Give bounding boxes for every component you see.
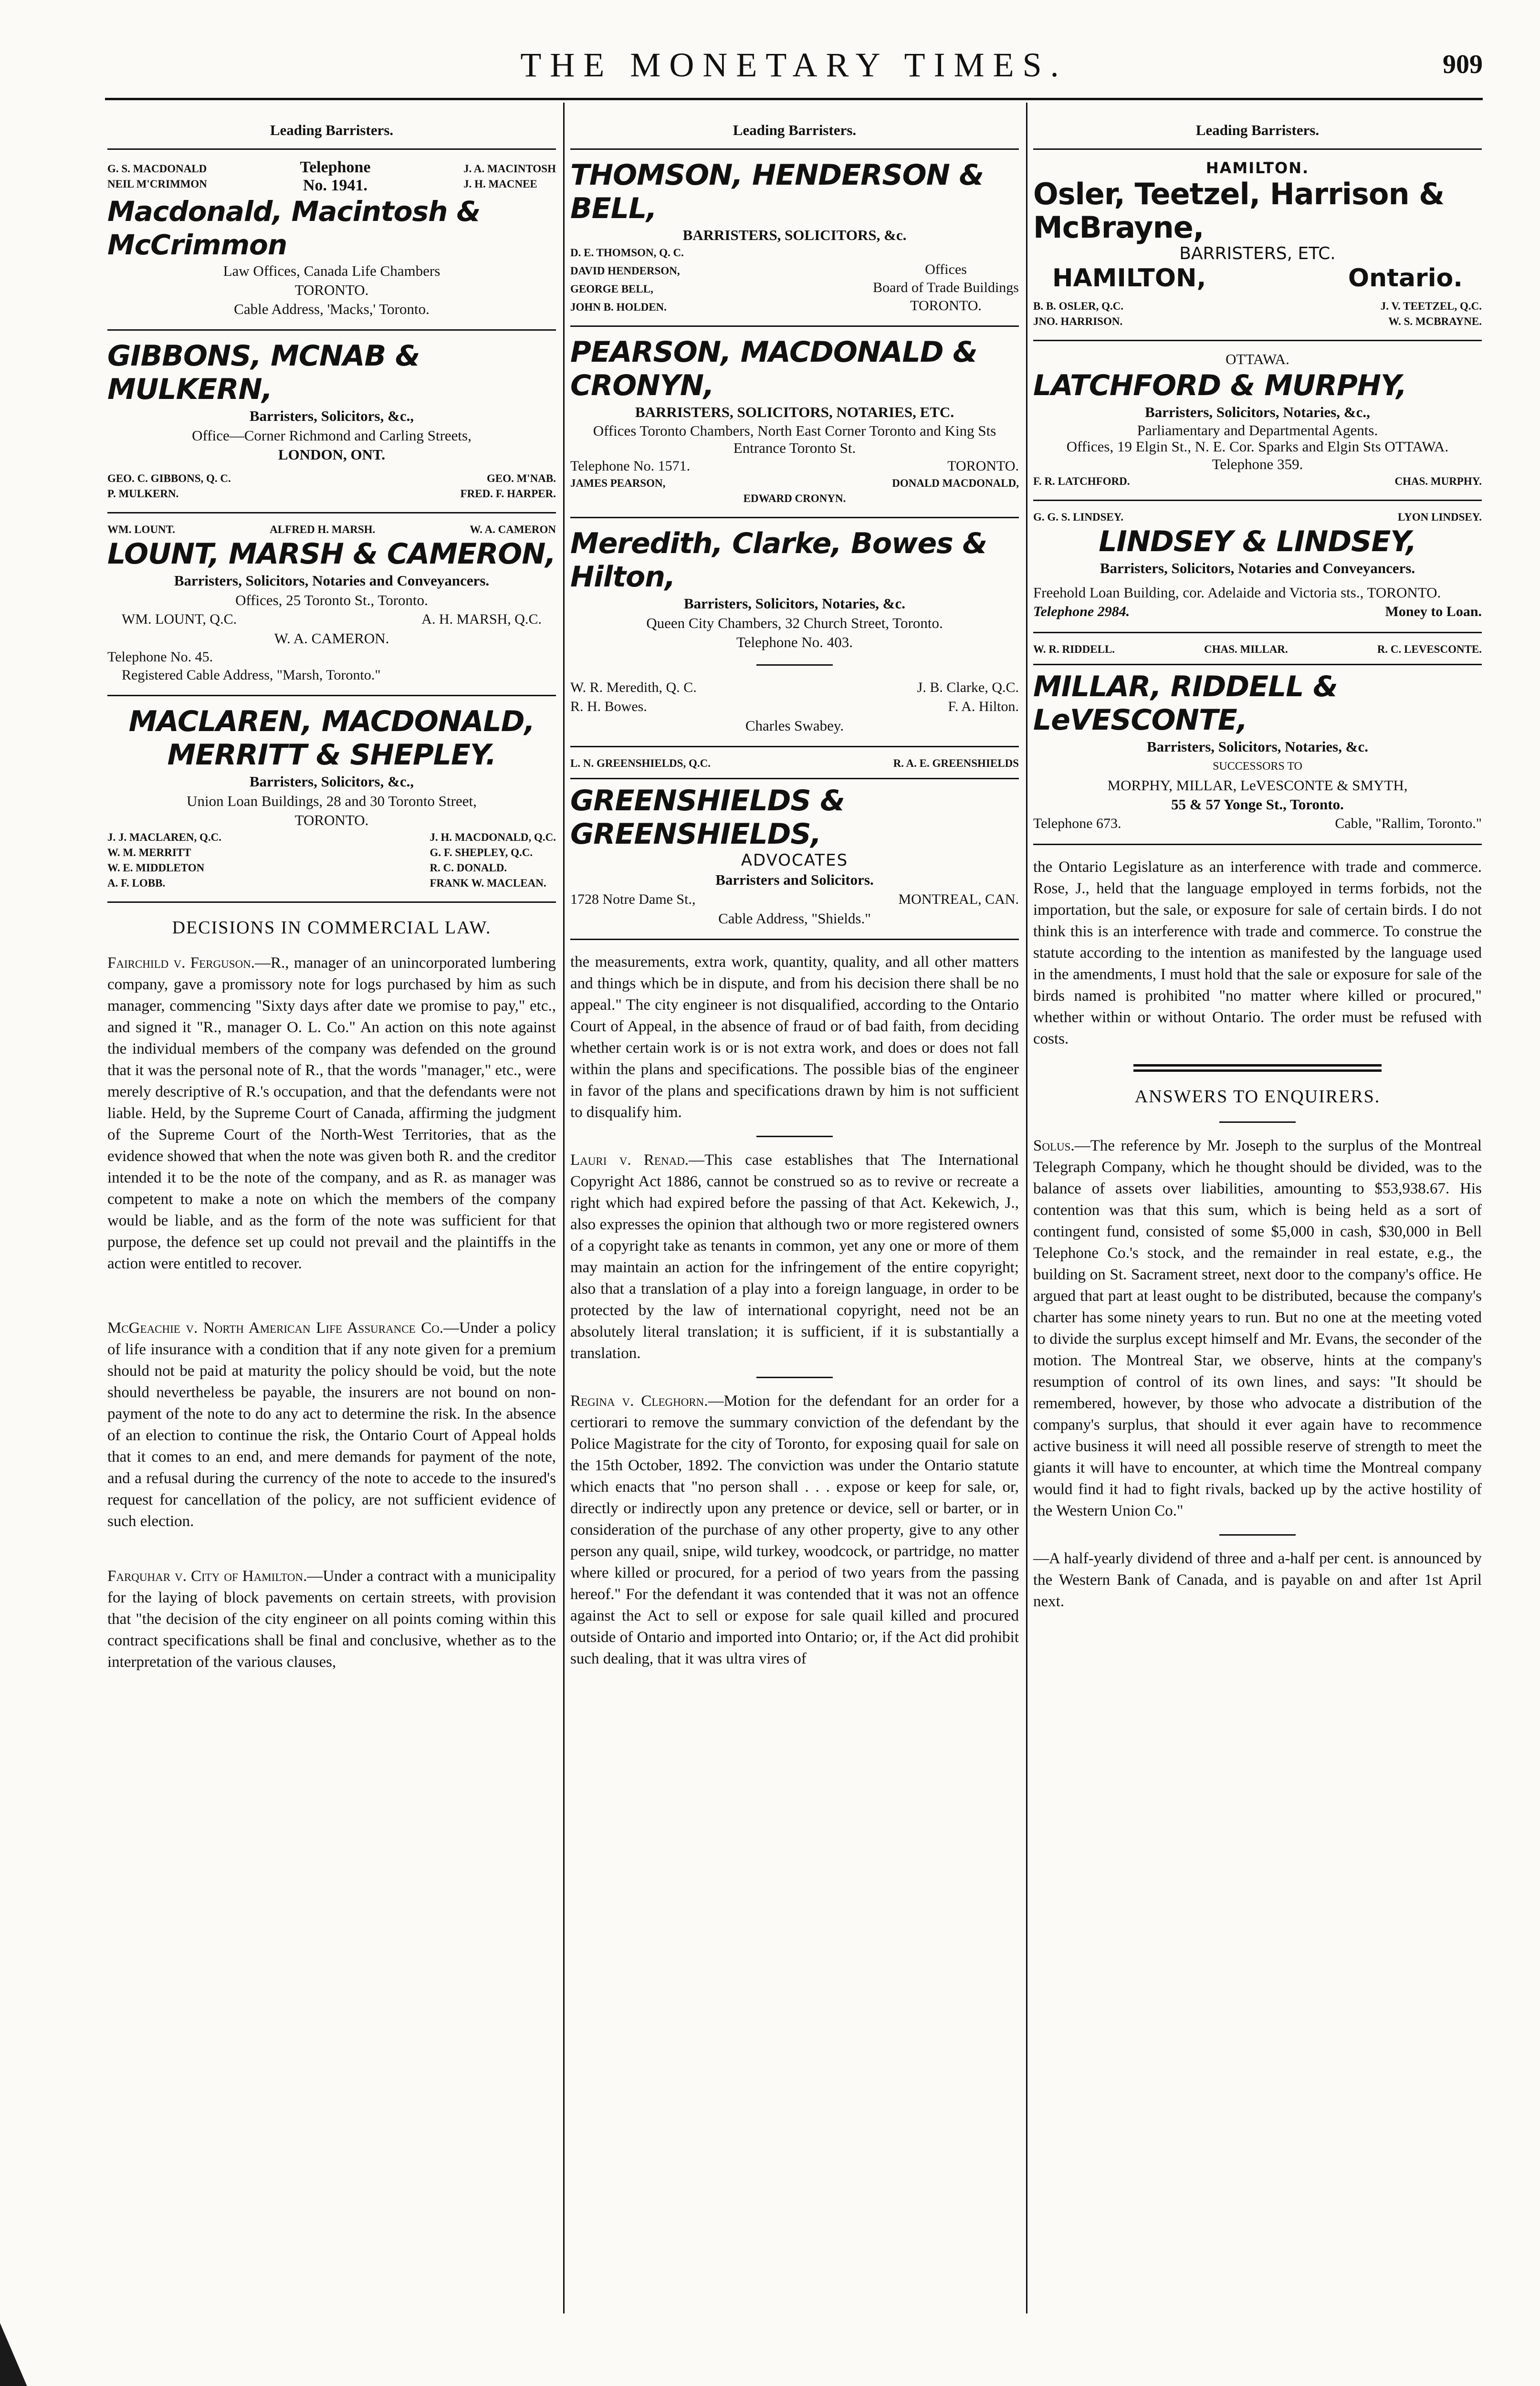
firm-profession: Barristers, Solicitors, Notaries and Conveyancers.	[174, 572, 490, 589]
partner-name: J. A. MACINTOSH	[463, 163, 556, 175]
firm-profession: Barristers, Solicitors, Notaries, &c.	[1146, 738, 1368, 755]
partner-name: G. G. S. LINDSEY.	[1033, 511, 1123, 523]
city: TORONTO.	[294, 282, 369, 298]
partner-names	[107, 161, 207, 192]
divider	[1219, 1534, 1296, 1536]
telephone-row	[1033, 602, 1482, 621]
partner-names	[107, 830, 221, 891]
partner-name: W. A. CAMERON	[470, 523, 556, 535]
office-address: Offices Toronto Chambers, North East Corner Toronto and King Sts Entrance Toronto St.	[593, 422, 996, 456]
partner-names	[1033, 510, 1482, 525]
partner-name: CHAS. MILLAR.	[1204, 643, 1288, 655]
partner-name: B. B. OSLER, Q.C.	[1033, 300, 1124, 312]
firm-name: MILLAR, RIDDELL & LeVESCONTE,	[1033, 670, 1338, 737]
partner-name: A. H. MARSH, Q.C.	[421, 611, 542, 627]
firm-profession: ADVOCATES	[741, 851, 849, 870]
partner-name: ALFRED H. MARSH.	[270, 523, 376, 535]
cable-address: Cable, "Rallim, Toronto."	[1335, 816, 1482, 831]
partner-name: G. F. SHEPLEY, Q.C.	[430, 847, 533, 858]
firm-card	[1033, 150, 1482, 341]
section-heading: Leading Barristers.	[107, 105, 556, 150]
partner-name: NEIL M'CRIMMON	[107, 178, 207, 190]
successors-label: SUCCESSORS TO	[1213, 760, 1302, 773]
paragraph-text: the measurements, extra work, quantity, quality, and all other matters and things which be in dispute, and from his decision there shall be no appeal." The city engineer is not disqualified, according to the Ontario Court of Appeal, in the absence of fraud or of bad faith, from deciding whether certain work is or is not extra work, and does or does not fall within the plans and specifications. The possible bias of the engineer in favor of the plans and specifications drawn by him is not sufficient to disqualify him.	[570, 953, 1019, 1121]
office-address: 1728 Notre Dame St.,	[570, 891, 696, 907]
telephone-block	[300, 158, 371, 195]
money-to-loan: Money to Loan.	[1385, 604, 1482, 619]
firm-name: LATCHFORD & MURPHY,	[1033, 369, 1407, 402]
partner-name: W. S. MCBRAYNE.	[1388, 315, 1482, 327]
divider	[756, 1377, 833, 1378]
partner-name: W. R. Meredith, Q. C.	[570, 680, 697, 695]
masthead	[105, 45, 1483, 91]
partner-name: WM. LOUNT, Q.C.	[122, 611, 237, 627]
partner-name: L. N. GREENSHIELDS, Q.C.	[570, 757, 711, 769]
case-name: Fairchild v. Ferguson.	[107, 954, 255, 972]
telephone-number: No. 1941.	[303, 177, 368, 194]
case-name: Farquhar v. City of Hamilton.	[107, 1568, 307, 1585]
partner-names	[1033, 314, 1482, 329]
firm-profession: BARRISTERS, SOLICITORS, NOTARIES, ETC.	[635, 404, 954, 420]
partner-name: FRANK W. MACLEAN.	[430, 877, 546, 889]
address-row	[570, 890, 1019, 909]
partner-name: D. E. THOMSON, Q. C.	[570, 247, 684, 259]
office-address: Queen City Chambers, 32 Church Street, Toronto.	[646, 615, 943, 631]
firm-card	[570, 327, 1019, 518]
article-paragraph	[1033, 1135, 1482, 1522]
telephone: Telephone No. 403.	[736, 634, 853, 650]
partner-name: F. A. Hilton.	[948, 699, 1019, 714]
article-paragraph	[107, 1566, 556, 1673]
office-address: Board of Trade Buildings	[873, 280, 1019, 295]
firm-name: Meredith, Clarke, Bowes & Hilton,	[570, 527, 987, 594]
article-paragraph	[570, 952, 1019, 1123]
firm-profession: Barristers, Solicitors, Notaries and Conveyancers.	[1100, 560, 1415, 576]
divider	[1219, 1121, 1296, 1123]
partner-name: LYON LINDSEY.	[1398, 511, 1482, 523]
column-3	[1033, 105, 1482, 1612]
city: TORONTO.	[947, 458, 1019, 474]
office-label: Offices	[925, 262, 967, 277]
office-address: Office—Corner Richmond and Carling Streets,	[192, 427, 471, 444]
page-number: 909	[1443, 50, 1483, 79]
city: LONDON, ONT.	[278, 446, 386, 463]
firm-card	[107, 331, 556, 513]
paragraph-text: —Motion for the defendant for an order for a certiorari to remove the summary conviction of the defendant by the Police Magistrate for the city of Toronto, for exposing quail for sale on the 15th October, 1892. The conviction was under the Ontario statute which enacts that "no person shall . . . expose or keep for sale, or, directly or indirectly upon any pretence or device, sell or barter, or in consideration of the purchase of any other property, give to any other person any quail, snipe, wild turkey, woodcock, or partridge, no matter where killed or procured, for a period of two years from the passing hereof." For the defendant it was contended that it was not an offence against the Act to sell or expose for sale quail killed and procured outside of Ontario and imported into Ontario; or, if the Act did prohibit such dealing, that it was ultra vires of	[570, 1392, 1019, 1667]
partner-name: R. A. E. GREENSHIELDS	[893, 757, 1019, 769]
city: HAMILTON,	[1052, 264, 1206, 293]
partner-name: GEO. C. GIBBONS, Q. C.	[107, 472, 231, 484]
column-rule	[563, 103, 565, 2313]
partner-names	[430, 830, 556, 891]
partner-names	[107, 522, 556, 537]
firm-card	[107, 696, 556, 903]
partner-name: F. R. LATCHFORD.	[1033, 475, 1130, 487]
partner-name: A. F. LOBB.	[107, 877, 166, 889]
city: MONTREAL, CAN.	[898, 891, 1019, 907]
partner-names	[107, 486, 556, 502]
partner-name: W. M. MERRITT	[107, 847, 191, 858]
case-name: Solus.	[1033, 1137, 1075, 1154]
article-paragraph	[570, 1391, 1019, 1670]
case-name: McGeachie v. North American Life Assurance Co.	[107, 1319, 444, 1337]
partner-name: J. H. MACNEE	[463, 178, 537, 190]
article-paragraph	[570, 1150, 1019, 1364]
partner-name: P. MULKERN.	[107, 488, 179, 500]
office-address: Union Loan Buildings, 28 and 30 Toronto Street,	[187, 793, 477, 809]
firm-name: LINDSEY & LINDSEY,	[1099, 525, 1416, 558]
partner-name: DONALD MACDONALD,	[892, 477, 1019, 489]
partner-name: JOHN B. HOLDEN.	[570, 301, 667, 313]
paragraph-text: the Ontario Legislature as an interference with trade and commerce. Rose, J., held that the language employed in terms forbids, not the importation, but the sale, or exposure for sale of certain birds. I do not think this is an interference with trade and commerce. To construe the statute according to the intention as manifested by the language used in the amendments, I must hold that the sale or exposure for sale of the birds named is prohibited "no matter where killed or procured," whether within or without Ontario. The order must be refused with costs.	[1033, 858, 1482, 1047]
firm-name: THOMSON, HENDERSON & BELL,	[570, 158, 984, 225]
firm-profession: BARRISTERS, SOLICITORS, &c.	[682, 227, 907, 243]
newspaper-title: THE MONETARY TIMES.	[520, 46, 1068, 84]
telephone: Telephone 359.	[1212, 456, 1303, 472]
city: TORONTO.	[910, 298, 982, 314]
partner-names	[1033, 299, 1482, 314]
firm-card	[570, 518, 1019, 747]
partner-name: R. C. DONALD.	[430, 862, 507, 874]
office-address: 55 & 57 Yonge St., Toronto.	[1171, 796, 1344, 813]
partner-names	[107, 471, 556, 486]
partner-names	[570, 756, 1019, 771]
partner-name: J. B. Clarke, Q.C.	[917, 680, 1019, 695]
partner-names	[463, 161, 556, 192]
firm-profession: Barristers, Solicitors, &c.,	[249, 408, 414, 424]
partner-name: GEO. M'NAB.	[486, 472, 556, 484]
predecessor-firm: MORPHY, MILLAR, LeVESCONTE & SMYTH,	[1107, 777, 1408, 794]
article-heading: ANSWERS TO ENQUIRERS.	[1134, 1087, 1381, 1107]
paragraph-text: —This case establishes that The International Copyright Act 1886, cannot be construed so as to revive or recreate a right which had expired before the passing of that Act. Kekewich, J., also expresses the opinion that although two or more registered owners of a copyright take as tenants in common, yet any one or more of them may maintain an action for the infringement of the entire copyright; also that a translation of a play into a foreign language, in order to be protected by the law of international copyright, need not be an absolutely literal translation; it is sufficient, if it is substantially a translation.	[570, 1151, 1019, 1362]
firm-profession: Barristers, Solicitors, &c.,	[249, 773, 414, 790]
firm-card	[1033, 341, 1482, 501]
case-name: Lauri v. Renad.	[570, 1151, 689, 1169]
partner-name: W. E. MIDDLETON	[107, 862, 205, 874]
partner-names	[570, 697, 1019, 716]
section-heading: Leading Barristers.	[1033, 105, 1482, 150]
paragraph-text: —Under a contract with a municipality for the laying of block pavements on certain streets, with provision that "the decision of the city engineer on all points coming within this contract specifications shall be final and conclusive, whether as to the interpretation of the various clauses,	[107, 1568, 556, 1671]
office-address: Freehold Loan Building, cor. Adelaide and Victoria sts., TORONTO.	[1033, 584, 1441, 601]
partner-name: J. J. MACLAREN, Q.C.	[107, 831, 221, 843]
office-address: Offices, 19 Elgin St., N. E. Cor. Sparks and Elgin Sts OTTAWA.	[1066, 438, 1449, 455]
cable-address: Cable Address, 'Macks,' Toronto.	[234, 301, 430, 317]
partner-name: Charles Swabey.	[745, 717, 844, 734]
firm-name: MACLAREN, MACDONALD, MERRITT & SHEPLEY.	[128, 705, 535, 772]
partner-name: WM. LOUNT.	[107, 523, 176, 535]
firm-name: LOUNT, MARSH & CAMERON,	[107, 537, 556, 571]
firm-card	[107, 513, 556, 696]
firm-card	[1033, 501, 1482, 633]
firm-name: PEARSON, MACDONALD & CRONYN,	[570, 335, 977, 402]
partner-names	[1033, 474, 1482, 489]
partner-name: EDWARD CRONYN.	[743, 492, 846, 504]
partner-name: G. S. MACDONALD	[107, 163, 207, 175]
paragraph-text: —R., manager of an unincorporated lumbering company, gave a promissory note for logs purchased by him as such manager, commencing "Sixty days after date we promise to pay," etc., and signed it "R., manager O. L. Co." An action on this note against the individual members of the company was defended on the ground that it was the personal note of R., that the words "manager," etc., were merely descriptive of R.'s occupation, and that the defendants were not liable. Held, by the Supreme Court of Canada, affirming the judgment of the Supreme Court of the North-West Territories, that as the evidence showed that when the note was given both R. and the creditor intended it to be the note of the company, and as R. as manager was competent to make a note on which the members of the company would be liable, and as the form of the note was sufficient for that purpose, the defence set up could not prevail and the plaintiffs in the action were entitled to recover.	[107, 954, 556, 1272]
telephone: Telephone No. 45.	[107, 649, 213, 665]
firm-profession: Barristers, Solicitors, Notaries, &c.,	[1145, 404, 1370, 420]
office-block	[873, 245, 1019, 315]
paragraph-text: —A half-yearly dividend of three and a-half per cent. is announced by the Western Bank of Canada, and is payable on and after 1st April next.	[1033, 1550, 1482, 1610]
cable-address: Registered Cable Address, "Marsh, Toronto."	[122, 667, 381, 683]
office-address: Law Offices, Canada Life Chambers	[223, 262, 440, 279]
partner-name: R. C. LEVESCONTE.	[1377, 643, 1482, 655]
paragraph-text: —The reference by Mr. Joseph to the surplus of the Montreal Telegraph Company, which he thought should be divided, was to the balance of assets over liabilities, amounting to $53,938.67. His contention was that this sum, which is being held as a sort of contingent fund, consisted of some $5,000 in cash, $30,000 in Bell Telephone Co.'s stock, and the remainder in real estate, e.g., the building on St. Sacrament street, next door to the company's office. He argued that part at least ought to be distributed, because the company's charter has some ninety years to run. But no one at the meeting voted to divide the surplus except himself and Mr. Evans, the seconder of the motion. The Montreal Star, we observe, hints at the company's resumption of control of its own lines, and says: "It should be remembered, however, by those who advocate a distribution of the company's surplus, that should it ever again have to recommence active business it will need all possible reserve of strength to meet the giants it will have to encounter, at which time the Montreal company would find it had to fight rivals, backed up by the active hostility of the Western Union Co."	[1033, 1137, 1482, 1519]
article-heading: DECISIONS IN COMMERCIAL LAW.	[172, 918, 492, 938]
partner-names	[1033, 642, 1482, 657]
partner-name: R. H. Bowes.	[570, 699, 647, 714]
city: TORONTO.	[294, 812, 369, 828]
column-2	[570, 105, 1019, 1670]
firm-card	[570, 150, 1019, 327]
telephone: Telephone 673.	[1033, 816, 1121, 831]
partner-name: FRED. F. HARPER.	[460, 488, 556, 500]
firm-card	[570, 747, 1019, 940]
partner-name: W. A. CAMERON.	[274, 630, 389, 647]
telephone-row	[1033, 814, 1482, 833]
firm-profession-detail: Barristers and Solicitors.	[715, 871, 874, 888]
section-heading: Leading Barristers.	[570, 105, 1019, 150]
firm-name: Macdonald, Macintosh & McCrimmon	[107, 195, 481, 261]
article-paragraph	[107, 952, 556, 1275]
telephone-label: Telephone	[300, 158, 371, 176]
firm-name: GIBBONS, MCNAB & MULKERN,	[107, 339, 420, 406]
firm-profession: BARRISTERS, ETC.	[1179, 244, 1336, 263]
header-rule	[105, 98, 1483, 100]
case-name: Regina v. Cleghorn.	[570, 1392, 708, 1410]
article-paragraph	[107, 1318, 556, 1532]
column-rule	[1026, 103, 1027, 2313]
partner-name: JAMES PEARSON,	[570, 477, 666, 489]
partner-name: DAVID HENDERSON,	[570, 265, 680, 277]
partner-names	[570, 476, 1019, 491]
province: Ontario.	[1348, 264, 1463, 293]
partner-names	[107, 610, 556, 629]
partner-name: JNO. HARRISON.	[1033, 315, 1123, 327]
article-paragraph	[1033, 857, 1482, 1050]
firm-profession-detail: Parliamentary and Departmental Agents.	[1137, 422, 1378, 439]
firm-card	[107, 150, 556, 331]
double-rule	[1133, 1064, 1382, 1072]
office-address: Offices, 25 Toronto St., Toronto.	[235, 592, 428, 608]
firm-name: Osler, Teetzel, Harrison & McBrayne,	[1033, 177, 1445, 245]
partner-names	[570, 245, 684, 315]
firm-card	[1033, 633, 1482, 845]
partner-name: J. V. TEETZEL, Q.C.	[1380, 300, 1482, 312]
partner-name: W. R. RIDDELL.	[1033, 643, 1115, 655]
partner-name: GEORGE BELL,	[570, 283, 653, 295]
article-paragraph	[1033, 1548, 1482, 1612]
paragraph-text: —Under a policy of life insurance with a condition that if any note given for a premium should not be paid at maturity the policy should be void, but the note should nevertheless be payable, the insurers are not bound on non-payment of the note to do any act to determine the risk. In the absence of an election to continue the risk, the Ontario Court of Appeal holds that it comes to an end, and mere demands for payment of the note, and a refusal during the currency of the note to accede to the insured's request for cancellation of the policy, are not sufficient evidence of such election.	[107, 1319, 556, 1530]
telephone-row	[570, 457, 1019, 476]
partner-name: J. H. MACDONALD, Q.C.	[430, 831, 556, 843]
firm-name: GREENSHIELDS & GREENSHIELDS,	[570, 784, 845, 851]
partner-names	[570, 491, 1019, 506]
firm-profession: Barristers, Solicitors, Notaries, &c.	[683, 595, 905, 612]
divider	[756, 1136, 833, 1137]
city-heading: OTTAWA.	[1226, 351, 1289, 367]
partner-name: CHAS. MURPHY.	[1394, 475, 1482, 487]
page-edge-mark	[0, 2323, 29, 2386]
telephone: Telephone No. 1571.	[570, 458, 691, 474]
divider	[756, 664, 833, 666]
partner-names	[570, 678, 1019, 697]
city-heading: HAMILTON.	[1205, 159, 1310, 177]
telephone: Telephone 2984.	[1033, 604, 1130, 619]
column-1	[107, 105, 556, 1673]
cable-address: Cable Address, "Shields."	[718, 910, 871, 927]
